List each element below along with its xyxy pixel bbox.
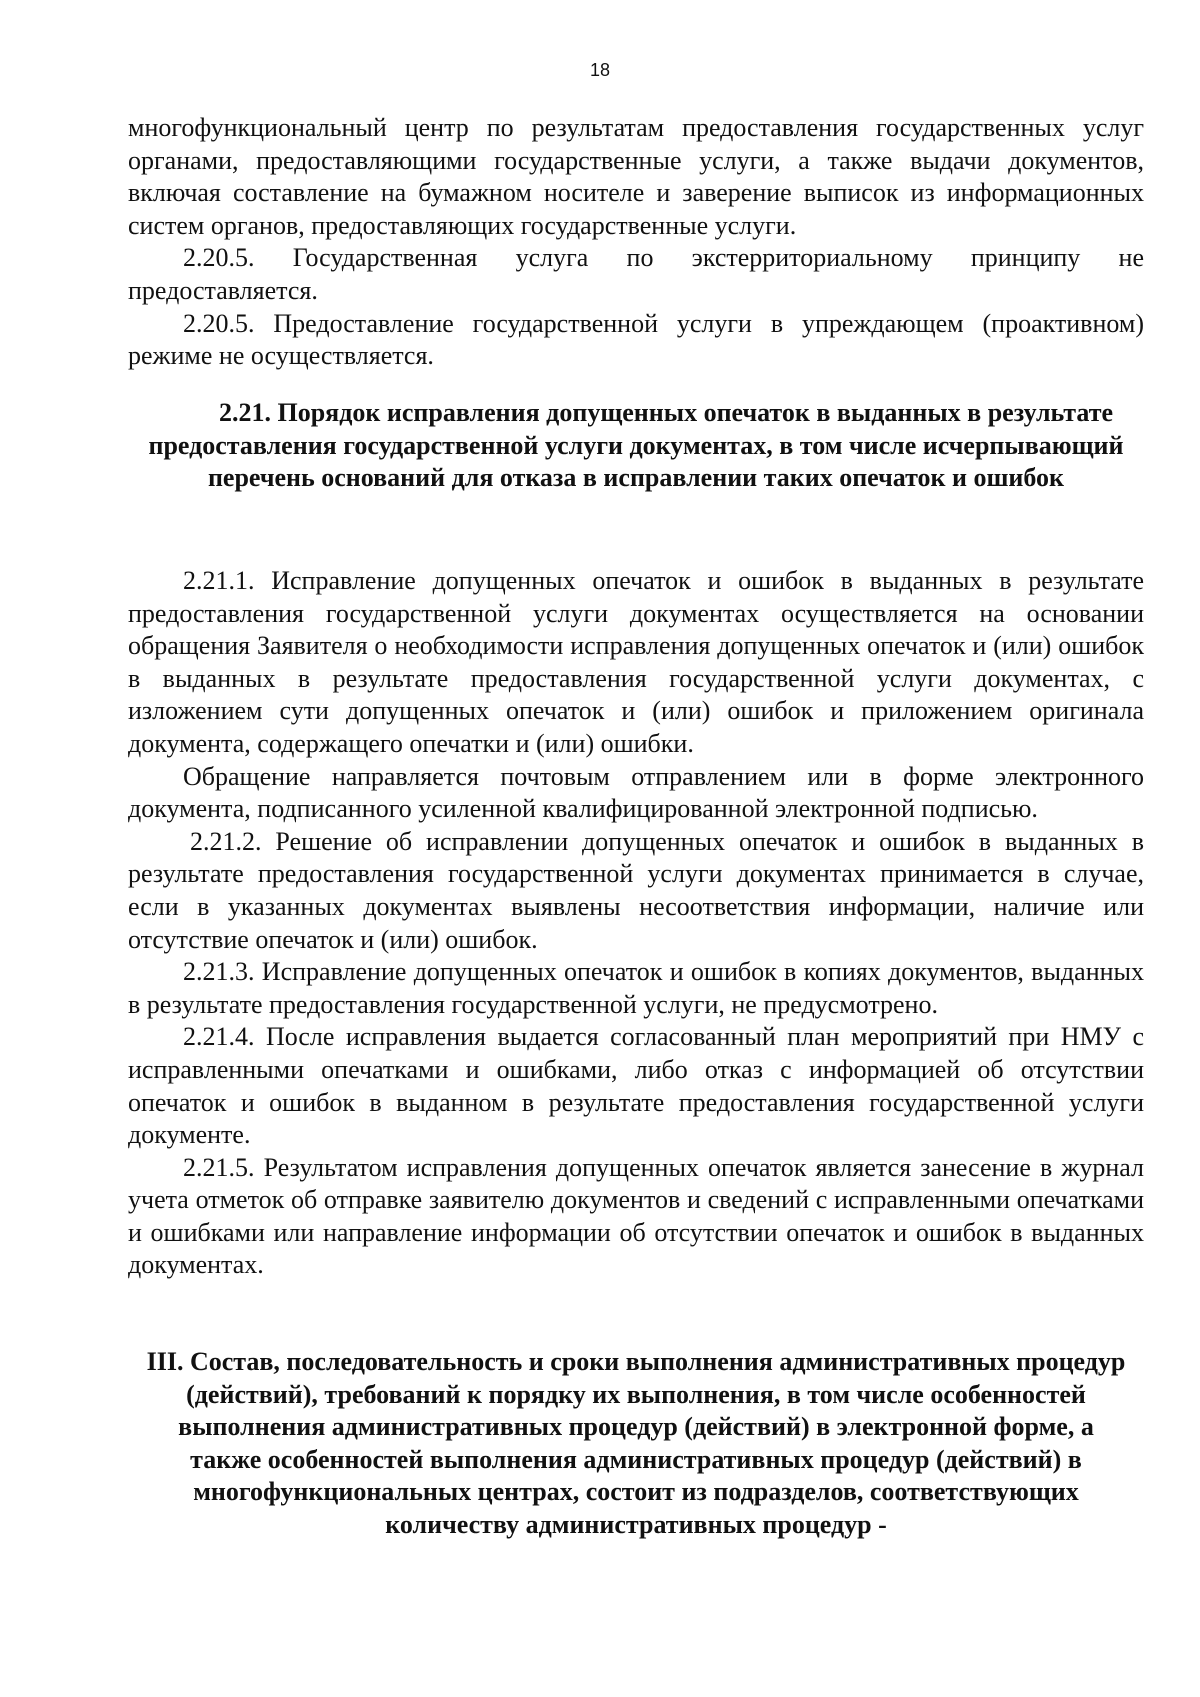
section-3-heading-block <box>128 1346 1144 1542</box>
section-2-21-body <box>128 565 1144 1282</box>
paragraph-2-21-2: 2.21.2. Решение об исправлении допущенных опечаток и ошибок в выданных в результате предоставления государственной услуги документах принимается в случае, если в указанных документах выявлены несоответствия информации, наличие или отсутствие опечаток и (или) ошибок. <box>128 826 1144 954</box>
paragraph-2-21-5: 2.21.5. Результатом исправления допущенных опечаток является занесение в журнал учета отметок об отправке заявителю документов и сведений с исправленными опечатками и ошибками или направление информации об отсутствии опечаток и ошибок в выданных документах. <box>128 1152 1144 1280</box>
paragraph-2-20-5-b: 2.20.5. Предоставление государственной услуги в упреждающем (проактивном) режиме не осуществляется. <box>128 308 1144 371</box>
section-2-21-heading-block <box>128 397 1144 495</box>
paragraph-continuation: многофункциональный центр по результатам предоставления государственных услуг органами, предоставляющими государственные услуги, а также выдачи документов, включая составление на бумажном носителе и заверение выписок из информационных систем органов, предоставляющих государственные услуги. <box>128 113 1144 240</box>
section-2-21-heading <box>128 397 1144 495</box>
section-3-heading: III. Состав, последовательность и сроки выполнения административных процедур (действий), требований к порядку их выполнения, в том числе особенностей выполнения административных процедур (действий) в электронной форме, а также особенностей выполнения административных процедур (действий) в многофункциональных центрах, состоит из подразделов, соответствующих количеству административных процедур - <box>146 1347 1126 1539</box>
paragraph-2-21-1: 2.21.1. Исправление допущенных опечаток и ошибок в выданных в результате предоставления государственной услуги документах осуществляется на основании обращения Заявителя о необходимости исправления допущенных опечаток и (или) ошибок в выданных в результате предоставления государственной услуги документах, с изложением сути допущенных опечаток и (или) ошибок и приложением оригинала документа, содержащего опечатки и (или) ошибки. <box>128 566 1144 758</box>
section-2-21-heading-line1: 2.21. Порядок исправления допущенных опечаток в выданных в <box>218 398 982 427</box>
page-number: 18 <box>589 60 611 80</box>
intro-paragraphs <box>128 112 1144 373</box>
paragraph-2-21-4: 2.21.4. После исправления выдается согласованный план мероприятий при НМУ с исправленными опечатками и ошибками, либо отказ с информацией об отсутствии опечаток и ошибок в выданном в результате предоставления государственной услуги документе. <box>128 1022 1144 1150</box>
paragraph-2-21-3: 2.21.3. Исправление допущенных опечаток и ошибок в копиях документов, выданных в результате предоставления государственной услуги, не предусмотрено. <box>128 957 1144 1019</box>
paragraph-2-20-5-a: 2.20.5. Государственная услуга по экстерриториальному принципу не предоставляется. <box>128 243 1144 305</box>
section-2-21-heading-rest: результате предоставления государственной услуги документах, в том числе исчерпывающий перечень оснований для отказа в исправлении таких опечаток и ошибок <box>148 398 1124 493</box>
paragraph-appeal: Обращение направляется почтовым отправлением или в форме электронного документа, подписанного усиленной квалифицированной электронной подписью. <box>128 761 1144 824</box>
